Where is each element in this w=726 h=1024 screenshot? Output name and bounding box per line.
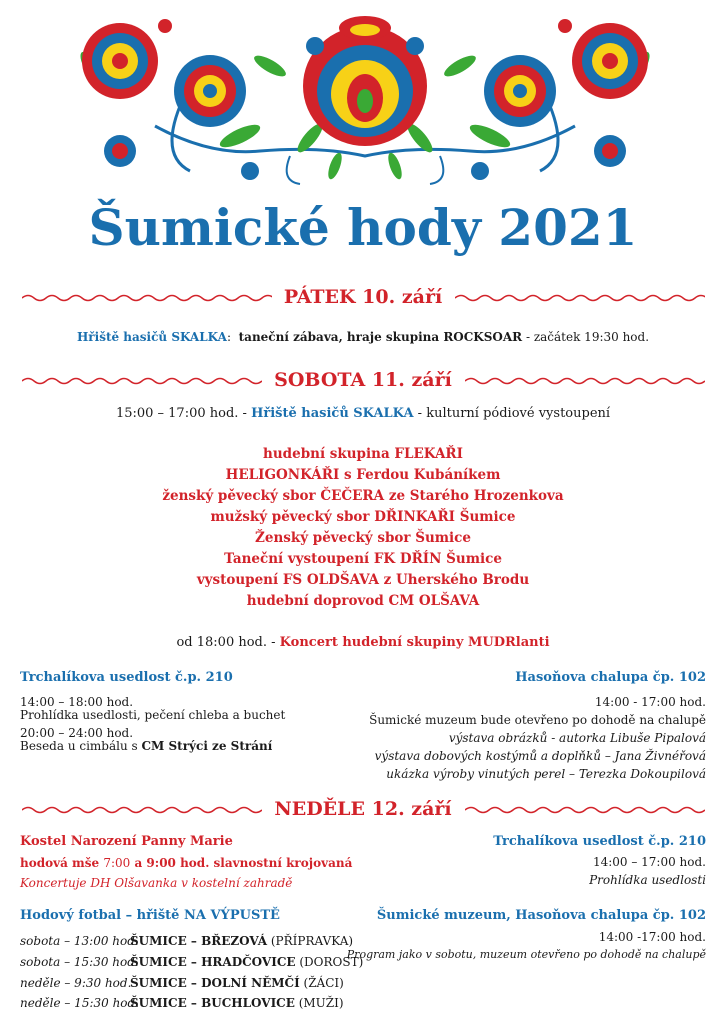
lineup-item: Ženský pěvecký sbor Šumice <box>255 530 471 546</box>
mass-time2: 9:00 hod. slavnostní krojovaná <box>146 856 353 870</box>
match-when: neděle – 9:30 hod. <box>20 976 132 990</box>
saturday-intro-place: Hřiště hasičů SKALKA <box>251 406 414 421</box>
sat-estate-title: Trchalíkova usedlost č.p. 210 <box>20 670 233 685</box>
match-row <box>20 996 344 1010</box>
wave-divider <box>465 377 705 385</box>
friday-place: Hřiště hasičů SKALKA <box>76 330 227 344</box>
saturday-intro <box>0 406 726 421</box>
mass-b: a <box>130 856 147 870</box>
lineup-item: HELIGONKÁŘI s Ferdou Kubáníkem <box>225 467 501 483</box>
match-row <box>20 976 344 990</box>
match-row <box>20 934 353 948</box>
church-title: Kostel Narození Panny Marie <box>20 834 233 849</box>
sat-museum-item: výstava obrázků - autorka Libuše Pipalová <box>448 731 706 745</box>
page-title: Šumické hody 2021 <box>88 198 638 257</box>
sat-museum-title: Hasoňova chalupa čp. 102 <box>515 670 706 685</box>
lineup-item: ženský pěvecký sbor ČEČERA ze Starého Hrozenkova <box>162 488 564 504</box>
sat-estate-desc1: Prohlídka usedlosti, pečení chleba a buchet <box>20 708 286 722</box>
flower-icon <box>572 23 648 99</box>
match-teams: ŠUMICE – HRADČOVICE <box>130 955 296 969</box>
sat-museum-item: ukázka výroby vinutých perel – Terezka Dokoupilová <box>386 767 706 781</box>
friday-event: taneční zábava, hraje skupina ROCKSOAR <box>238 330 523 344</box>
sat-estate-time2: 20:00 – 24:00 hod. <box>20 726 134 740</box>
mass-a: hodová mše <box>20 856 104 870</box>
church-note: Koncertuje DH Olšavanka v kostelní zahradě <box>20 876 293 890</box>
sat-estate-desc2-a: Beseda u cimbálu s <box>20 739 142 753</box>
lineup-item: Taneční vystoupení FK DŘÍN Šumice <box>224 551 502 567</box>
church-mass <box>20 856 352 870</box>
match-cat: (MUŽI) <box>294 996 344 1010</box>
sun-museum-title: Šumické muzeum, Hasoňova chalupa čp. 102 <box>376 908 706 923</box>
sunday-heading: NEDĚLE 12. září <box>274 798 452 820</box>
wave-divider <box>465 806 705 814</box>
match-when: sobota – 13:00 hod. <box>20 934 139 948</box>
saturday-heading: SOBOTA 11. září <box>274 369 452 391</box>
match-cat: (DOROST) <box>295 955 364 969</box>
saturday-concert <box>0 635 726 650</box>
friday-heading: PÁTEK 10. září <box>283 286 443 308</box>
match-cat: (PŘÍPRAVKA) <box>267 934 354 948</box>
concert-time: od 18:00 hod. - <box>176 635 280 650</box>
friday-line <box>0 330 726 344</box>
flower-icon <box>174 55 246 127</box>
friday-colon: : <box>226 330 231 344</box>
lineup-item: hudební skupina FLEKAŘI <box>263 446 463 462</box>
folk-ornament <box>60 6 670 186</box>
sat-museum-item: výstava dobových kostýmů a doplňků – Jana Živnéřová <box>374 749 706 763</box>
match-teams: ŠUMICE – BŘEZOVÁ <box>130 934 268 948</box>
lineup-item: hudební doprovod CM OLŠAVA <box>246 593 480 609</box>
sun-estate-time: 14:00 – 17:00 hod. <box>592 855 706 869</box>
match-when: neděle – 15:30 hod. <box>20 996 140 1010</box>
flower-icon <box>82 23 158 99</box>
mass-time1: 7:00 <box>103 856 131 870</box>
friday-tail: - začátek 19:30 hod. <box>522 330 650 344</box>
sat-estate-desc2-b: CM Strýci ze Strání <box>141 739 273 753</box>
match-when: sobota – 15:30 hod. <box>20 955 139 969</box>
sun-museum-desc: Program jako v sobotu, muzeum otevřeno po dohodě na chalupě <box>346 948 706 961</box>
match-teams: ŠUMICE – DOLNÍ NĚMČÍ <box>130 976 300 990</box>
lineup-item: mužský pěvecký sbor DŘINKAŘI Šumice <box>210 509 516 525</box>
sat-estate-time1: 14:00 – 18:00 hod. <box>20 695 134 709</box>
flower-icon <box>303 16 427 146</box>
match-cat: (ŽÁCI) <box>299 976 344 990</box>
sat-museum-time: 14:00 - 17:00 hod. <box>594 695 706 709</box>
concert-title: Koncert hudební skupiny MUDRlanti <box>279 635 550 650</box>
saturday-intro-tail: - kulturní pódiové vystoupení <box>413 406 611 421</box>
flower-icon <box>484 55 556 127</box>
sun-estate-title: Trchalíkova usedlost č.p. 210 <box>493 834 706 849</box>
match-teams: ŠUMICE – BUCHLOVICE <box>130 996 295 1010</box>
sun-estate-desc: Prohlídka usedlosti <box>589 873 706 887</box>
sun-museum-time: 14:00 -17:00 hod. <box>598 930 706 944</box>
match-row <box>20 955 363 969</box>
football-title: Hodový fotbal – hřiště NA VÝPUSTĚ <box>20 908 280 923</box>
sat-museum-desc: Šumické muzeum bude otevřeno po dohodě na chalupě <box>369 713 706 727</box>
sat-estate-desc2 <box>20 739 272 753</box>
saturday-intro-time: 15:00 – 17:00 hod. - <box>115 406 252 421</box>
wave-divider <box>455 294 705 302</box>
lineup-item: vystoupení FS OLDŠAVA z Uherského Brodu <box>196 572 530 588</box>
